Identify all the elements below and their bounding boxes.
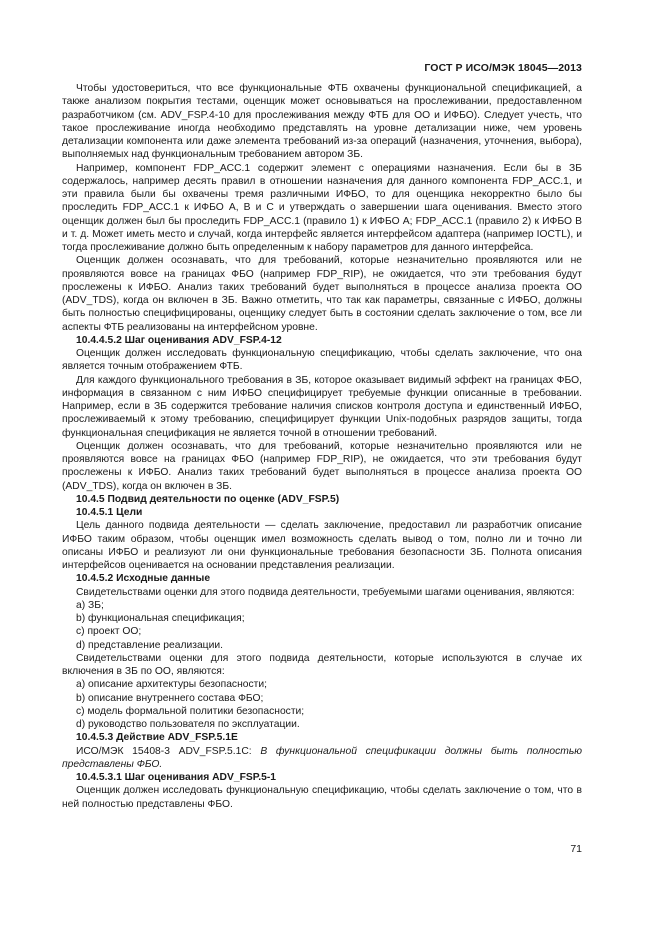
paragraph xyxy=(62,745,582,772)
document-body xyxy=(62,82,582,811)
list-item: d) руководство пользователя по эксплуатации. xyxy=(76,719,300,730)
section-heading: 10.4.4.5.2 Шаг оценивания ADV_FSP.4-12 xyxy=(76,334,282,346)
paragraph: Оценщик должен осознавать, что для требований, которые незначительно проявляются или не проявляются вовсе на границах ФБО (например FDP_RIP), не ожидается, что эти требования будут прослежены к ИФБО. Анализ таких требований будет выполняться в процессе анализа проекта ОО (ADV_TDS), когда он включен в ЗБ. Важно отметить, что так как параметры, связанные с ИФБО, должны быть полностью специфицированы, оценщику следует быть в состоянии сделать заключение о том, все ли аспекты ФТБ реализованы на интерфейсном уровне. xyxy=(62,255,582,333)
paragraph: Чтобы удостовериться, что все функциональные ФТБ охвачены функциональной спецификацией, а также анализом покрытия тестами, оценщик может основываться на прослеживании, предоставленном разработчиком (см. ADV_FSP.4-10 для прослеживания между ФТБ для ОО и ИФБО). Следует учесть, что такое прослеживание иногда необходимо представлять на уровне детализации ниже, чем уровень детализации компонента или даже элемента требований из-за операций (назначения, уточнения, выбора), выполняемых над функциональным требованием автором ЗБ. xyxy=(62,83,582,161)
paragraph: Свидетельствами оценки для этого подвида деятельности, которые используются в случае их включения в ЗБ по ОО, являются: xyxy=(62,652,582,677)
section-heading: 10.4.5.2 Исходные данные xyxy=(76,573,211,585)
list-item: a) описание архитектуры безопасности; xyxy=(76,679,267,691)
list-item: b) функциональная спецификация; xyxy=(76,613,245,624)
section-heading: 10.4.5.1 Цели xyxy=(76,507,143,518)
list-item: b) описание внутреннего состава ФБО; xyxy=(76,692,264,704)
list-item: a) ЗБ; xyxy=(76,599,104,611)
list-item: c) проект ОО; xyxy=(76,626,142,638)
list-item: c) модель формальной политики безопасности; xyxy=(76,705,305,717)
reference-text: ИСО/МЭК 15408-3 ADV_FSP.5.1С: xyxy=(76,745,261,757)
paragraph: Для каждого функционального требования в ЗБ, которое оказывает видимый эффект на границах ФБО, информация в связанном с ним ИФБО специфицирует требуемые функции описанные в требовании. Например, если в ЗБ содержится требование наличия списков контроля доступа и единственный ИФБО, прослеживаемый к этому требованию, специфицирует функции Unix-подобных разрядов защиты, тогда функциональная спецификация не является точной в отношении требований. xyxy=(62,374,582,439)
page-number: 71 xyxy=(570,843,582,855)
paragraph: Свидетельствами оценки для этого подвида деятельности, требуемыми шагами оценивания, являются: xyxy=(76,586,575,598)
paragraph: Цель данного подвида деятельности — сделать заключение, предоставил ли разработчик описание ИФБО таким образом, чтобы оценщик имел возможность сделать вывод о том, полно ли и точно ли описаны ИФБО и реализуют ли они функциональные требования безопасности ЗБ. Полнота описания интерфейсов оценивается на основании представления реализации. xyxy=(62,520,582,571)
paragraph: Например, компонент FDP_ACC.1 содержит элемент с операциями назначения. Если бы в ЗБ содержалось, например десять правил в отношении назначения для данного компонента FDP_ACC.1, и эти правила были бы охвачены тремя различными ИФБО, то для оценщика некорректно было бы проследить FDP_ACC.1 к ИФБО А, В и С и утверждать о завершении шага оценивания. Вместо этого оценщик должен был бы проследить FDP_ACC.1 (правило 1) к ИФБО А; FDP_ACC.1 (правило 2) к ИФБО В и т. д. Может иметь место и случай, когда интерфейс является интерфейсом адаптера (например IOCTL), и тогда прослеживание должно быть определенным к набору параметров для данного интерфейса. xyxy=(62,162,582,253)
paragraph: Оценщик должен осознавать, что для требований, которые незначительно проявляются или не проявляются вовсе на границах ФБО (например FDP_RIP), не ожидается, что эти требования будут прослежены к ИФБО. Анализ таких требований будет выполняться в процессе анализа проекта ОО (ADV_TDS), когда он включен в ЗБ. xyxy=(62,440,582,492)
list-item: d) представление реализации. xyxy=(76,639,223,651)
section-heading: 10.4.5.3.1 Шаг оценивания ADV_FSP.5-1 xyxy=(76,772,277,783)
paragraph: Оценщик должен исследовать функциональную спецификацию, чтобы сделать заключение о том, что в ней полностью представлены ФБО. xyxy=(62,785,582,810)
section-heading: 10.4.5.3 Действие ADV_FSP.5.1E xyxy=(76,732,238,744)
section-heading: 10.4.5 Подвид деятельности по оценке (ADV_FSP.5) xyxy=(76,493,340,505)
quoted-requirement: В функциональной спецификации должны быть полностью представлены ФБО. xyxy=(62,745,582,770)
paragraph: Оценщик должен исследовать функциональную спецификацию, чтобы сделать заключение, что она является точным отображением ФТБ. xyxy=(62,348,582,373)
document-header: ГОСТ Р ИСО/МЭК 18045—2013 xyxy=(424,62,582,74)
